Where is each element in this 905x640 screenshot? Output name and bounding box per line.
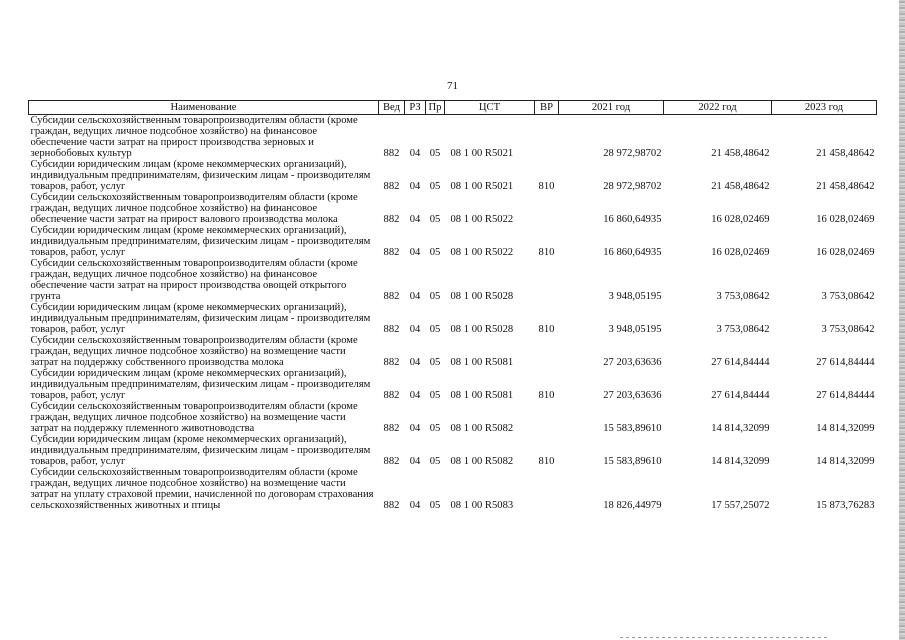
page-number: 71 <box>447 80 458 92</box>
header-2021: 2021 год <box>559 101 664 115</box>
row-cst: 08 1 00 R5082 <box>450 423 514 434</box>
row-amount-2022: 21 458,48642 <box>711 181 770 192</box>
row-vr: 810 <box>538 324 555 335</box>
table-row <box>29 115 877 160</box>
budget-table <box>28 100 877 511</box>
row-name: Субсидии юридическим лицам (кроме некоммерческих организаций), индивидуальным предпринимателям, физическим лицам - производителям товаров, работ, услуг <box>30 368 371 401</box>
row-amount-2021: 16 860,64935 <box>603 214 662 225</box>
row-amount-2023: 27 614,84444 <box>816 390 875 401</box>
row-rz: 04 <box>409 357 421 368</box>
row-pr: 05 <box>429 291 441 302</box>
row-rz: 04 <box>409 390 421 401</box>
row-ved: 882 <box>383 357 400 368</box>
row-amount-2021: 15 583,89610 <box>603 423 662 434</box>
row-name: Субсидии юридическим лицам (кроме некоммерческих организаций), индивидуальным предпринимателям, физическим лицам - производителям товаров, работ, услуг <box>30 159 371 192</box>
row-amount-2023: 3 753,08642 <box>821 291 875 302</box>
row-pr: 05 <box>429 148 441 159</box>
row-amount-2022: 21 458,48642 <box>711 148 770 159</box>
row-ved: 882 <box>383 500 400 511</box>
header-rz: РЗ <box>405 101 426 115</box>
row-amount-2022: 14 814,32099 <box>711 456 770 467</box>
row-amount-2021: 27 203,63636 <box>603 390 662 401</box>
row-rz: 04 <box>409 148 421 159</box>
row-amount-2021: 3 948,05195 <box>608 291 662 302</box>
header-2023: 2023 год <box>772 101 877 115</box>
row-vr <box>535 467 559 511</box>
row-pr: 05 <box>429 456 441 467</box>
row-ved: 882 <box>383 148 400 159</box>
row-amount-2021: 28 972,98702 <box>603 181 662 192</box>
row-pr: 05 <box>429 324 441 335</box>
table-body <box>29 115 877 512</box>
row-cst: 08 1 00 R5083 <box>450 500 514 511</box>
row-pr: 05 <box>429 247 441 258</box>
table-row <box>29 467 877 511</box>
row-amount-2023: 21 458,48642 <box>816 148 875 159</box>
row-amount-2023: 21 458,48642 <box>816 181 875 192</box>
row-vr <box>535 401 559 434</box>
header-ved: Вед <box>379 101 405 115</box>
row-pr: 05 <box>429 214 441 225</box>
table-row <box>29 225 877 258</box>
row-vr <box>535 192 559 225</box>
row-ved: 882 <box>383 423 400 434</box>
row-cst: 08 1 00 R5081 <box>450 390 514 401</box>
row-vr: 810 <box>538 390 555 401</box>
table-row <box>29 192 877 225</box>
row-cst: 08 1 00 R5081 <box>450 357 514 368</box>
row-ved: 882 <box>383 291 400 302</box>
row-ved: 882 <box>383 214 400 225</box>
row-name: Субсидии сельскохозяйственным товаропроизводителям области (кроме граждан, ведущих личное подсобное хозяйство) на возмещение части затрат на поддержку племенного животноводства <box>30 401 358 434</box>
row-name: Субсидии сельскохозяйственным товаропроизводителям области (кроме граждан, ведущих личное подсобное хозяйство) на возмещение части затрат на уплату страховой премии, начисленной по договорам страхования сельскохозяйственных животных и птицы <box>30 467 374 511</box>
row-ved: 882 <box>383 247 400 258</box>
row-name: Субсидии юридическим лицам (кроме некоммерческих организаций), индивидуальным предпринимателям, физическим лицам - производителям товаров, работ, услуг <box>30 434 371 467</box>
header-name: Наименование <box>29 101 379 115</box>
table-row <box>29 434 877 467</box>
row-ved: 882 <box>383 181 400 192</box>
table-row <box>29 335 877 368</box>
row-amount-2021: 3 948,05195 <box>608 324 662 335</box>
row-amount-2022: 3 753,08642 <box>716 291 770 302</box>
row-amount-2021: 27 203,63636 <box>603 357 662 368</box>
row-cst: 08 1 00 R5022 <box>450 214 514 225</box>
row-amount-2022: 16 028,02469 <box>711 214 770 225</box>
row-amount-2023: 14 814,32099 <box>816 456 875 467</box>
row-amount-2023: 16 028,02469 <box>816 214 875 225</box>
row-rz: 04 <box>409 500 421 511</box>
row-vr: 810 <box>538 456 555 467</box>
row-rz: 04 <box>409 324 421 335</box>
row-vr <box>535 115 559 160</box>
header-pr: Пр <box>426 101 445 115</box>
scan-edge-artifact <box>899 0 905 640</box>
header-cst: ЦСТ <box>445 101 535 115</box>
row-amount-2022: 14 814,32099 <box>711 423 770 434</box>
row-name: Субсидии юридическим лицам (кроме некоммерческих организаций), индивидуальным предпринимателям, физическим лицам - производителям товаров, работ, услуг <box>30 302 371 335</box>
row-ved: 882 <box>383 324 400 335</box>
row-rz: 04 <box>409 423 421 434</box>
row-vr <box>535 335 559 368</box>
row-cst: 08 1 00 R5028 <box>450 324 514 335</box>
row-name: Субсидии сельскохозяйственным товаропроизводителям области (кроме граждан, ведущих личное подсобное хозяйство) на финансовое обеспечение части затрат на прирост производства овощей открытого грунта <box>30 258 358 302</box>
table-row <box>29 258 877 302</box>
row-cst: 08 1 00 R5022 <box>450 247 514 258</box>
row-vr: 810 <box>538 247 555 258</box>
row-amount-2021: 28 972,98702 <box>603 148 662 159</box>
row-amount-2023: 15 873,76283 <box>816 500 875 511</box>
row-cst: 08 1 00 R5021 <box>450 148 514 159</box>
row-amount-2023: 27 614,84444 <box>816 357 875 368</box>
row-cst: 08 1 00 R5028 <box>450 291 514 302</box>
row-rz: 04 <box>409 247 421 258</box>
row-amount-2021: 16 860,64935 <box>603 247 662 258</box>
row-name: Субсидии юридическим лицам (кроме некоммерческих организаций), индивидуальным предпринимателям, физическим лицам - производителям товаров, работ, услуг <box>30 225 371 258</box>
table-row <box>29 159 877 192</box>
row-amount-2022: 3 753,08642 <box>716 324 770 335</box>
row-rz: 04 <box>409 214 421 225</box>
row-amount-2022: 16 028,02469 <box>711 247 770 258</box>
row-pr: 05 <box>429 423 441 434</box>
scan-bottom-artifact <box>620 637 830 638</box>
row-cst: 08 1 00 R5082 <box>450 456 514 467</box>
row-vr: 810 <box>538 181 555 192</box>
header-vr: ВР <box>535 101 559 115</box>
row-amount-2022: 27 614,84444 <box>711 390 770 401</box>
row-rz: 04 <box>409 181 421 192</box>
table-row <box>29 368 877 401</box>
row-amount-2022: 27 614,84444 <box>711 357 770 368</box>
row-amount-2023: 16 028,02469 <box>816 247 875 258</box>
row-pr: 05 <box>429 500 441 511</box>
table-header-row <box>29 101 877 115</box>
row-cst: 08 1 00 R5021 <box>450 181 514 192</box>
row-rz: 04 <box>409 291 421 302</box>
header-2022: 2022 год <box>664 101 772 115</box>
row-name: Субсидии сельскохозяйственным товаропроизводителям области (кроме граждан, ведущих личное подсобное хозяйство) на финансовое обеспечение части затрат на прирост валового производства молока <box>30 192 358 225</box>
table-row <box>29 401 877 434</box>
row-name: Субсидии сельскохозяйственным товаропроизводителям области (кроме граждан, ведущих личное подсобное хозяйство) на возмещение части затрат на поддержку собственного производства молока <box>30 335 358 368</box>
row-amount-2021: 15 583,89610 <box>603 456 662 467</box>
row-vr <box>535 258 559 302</box>
row-amount-2023: 14 814,32099 <box>816 423 875 434</box>
row-amount-2022: 17 557,25072 <box>711 500 770 511</box>
row-pr: 05 <box>429 181 441 192</box>
row-rz: 04 <box>409 456 421 467</box>
row-pr: 05 <box>429 357 441 368</box>
row-amount-2023: 3 753,08642 <box>821 324 875 335</box>
row-name: Субсидии сельскохозяйственным товаропроизводителям области (кроме граждан, ведущих личное подсобное хозяйство) на финансовое обеспечение части затрат на прирост производства зерновых и зернобобовых культур <box>30 115 358 159</box>
row-amount-2021: 18 826,44979 <box>603 500 662 511</box>
row-pr: 05 <box>429 390 441 401</box>
row-ved: 882 <box>383 456 400 467</box>
row-ved: 882 <box>383 390 400 401</box>
table-row <box>29 302 877 335</box>
